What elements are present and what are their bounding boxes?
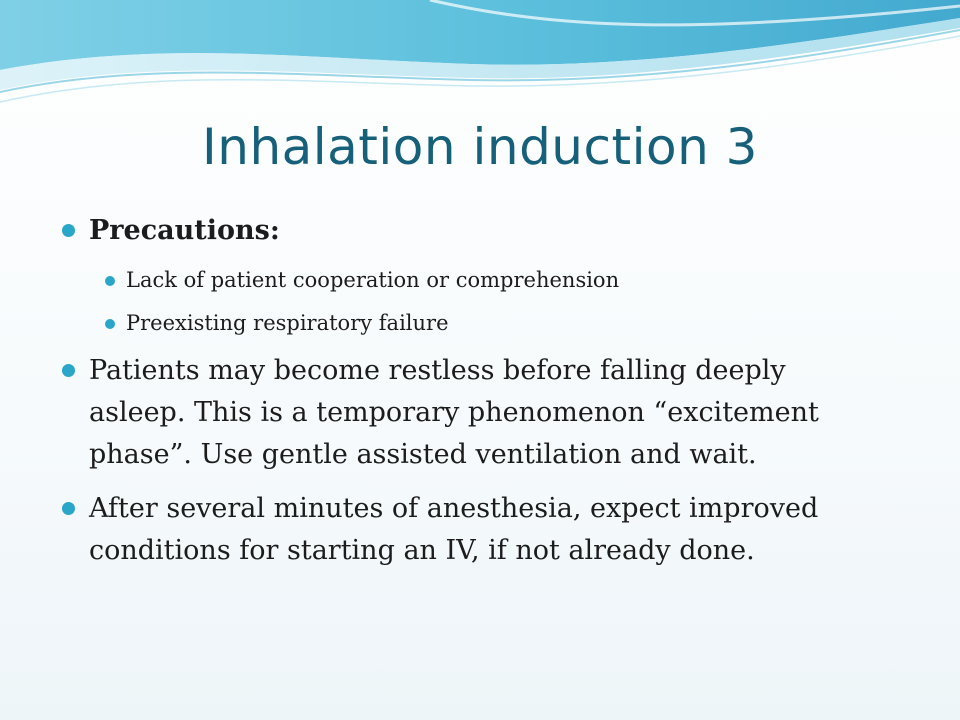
sub-bullet-text: Preexisting respiratory failure bbox=[126, 311, 449, 335]
bullet-text: Patients may become restless before falling deeply asleep. This is a temporary phenomenon “excitement phase”. Use gentle assisted ventilation and wait. bbox=[89, 355, 819, 470]
sub-bullet-dot-icon bbox=[105, 319, 115, 329]
bullet-restless bbox=[62, 350, 882, 476]
sub-bullet-respiratory bbox=[62, 308, 882, 338]
bullet-dot-icon bbox=[62, 502, 75, 515]
bullet-list bbox=[62, 210, 882, 572]
bullet-iv bbox=[62, 488, 882, 572]
bullet-dot-icon bbox=[62, 364, 75, 377]
bullet-text: Precautions: bbox=[89, 215, 280, 246]
sub-bullet-cooperation bbox=[62, 265, 882, 295]
sub-bullet-dot-icon bbox=[105, 276, 115, 286]
header-wave-decoration bbox=[0, 0, 960, 120]
bullet-precautions bbox=[62, 210, 882, 252]
slide-title: Inhalation induction 3 bbox=[202, 118, 758, 176]
bullet-text: After several minutes of anesthesia, expect improved conditions for starting an IV, if not already done. bbox=[89, 493, 819, 566]
bullet-dot-icon bbox=[62, 224, 75, 237]
sub-bullet-text: Lack of patient cooperation or comprehension bbox=[126, 268, 620, 292]
